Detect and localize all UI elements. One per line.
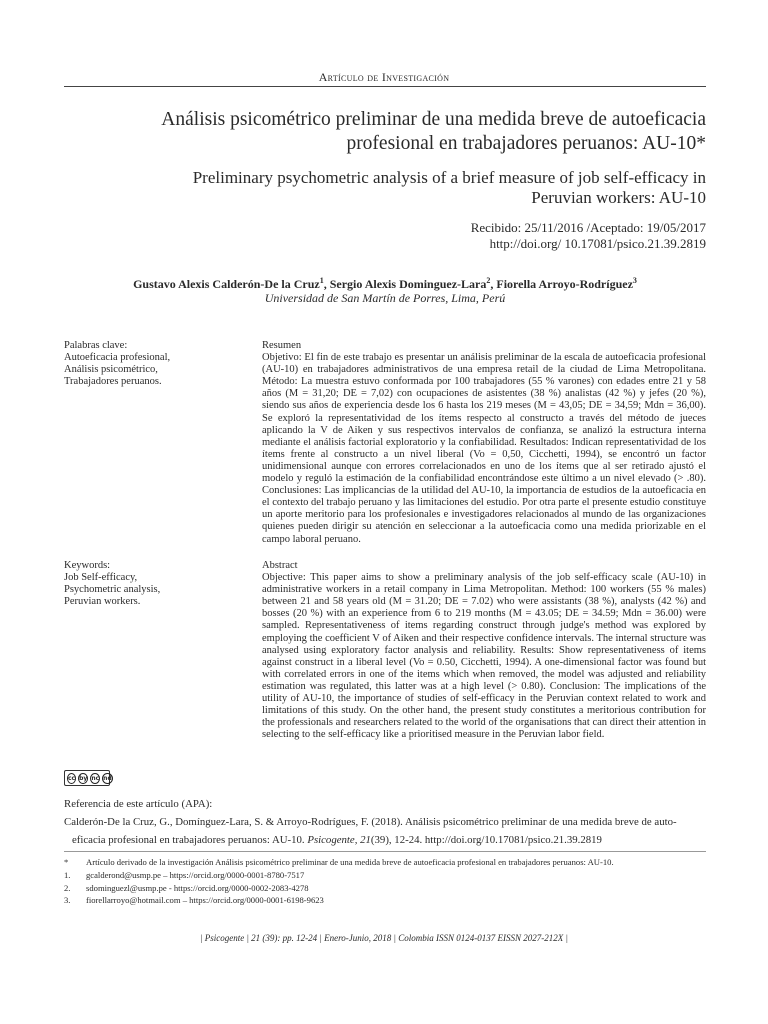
nc-icon: nc: [91, 774, 100, 782]
keywords-heading: Palabras clave:: [64, 340, 128, 351]
reference-pre: eficacia profesional en trabajadores peruanos: AU-10.: [72, 834, 308, 846]
affiliation: Universidad de San Martín de Porres, Lima, Perú: [264, 291, 506, 305]
footnote-text: sdominguezl@usmp.pe - https://orcid.org/0000-0002-2083-4278: [86, 882, 309, 893]
keyword-item: Job Self-efficacy,: [64, 572, 138, 584]
nd-icon: nd: [103, 774, 112, 782]
keywords-es: [64, 340, 244, 388]
footnote-text: Artículo derivado de la investigación Análisis psicométrico preliminar de una medida breve de autoeficacia profesional en trabajadores peruanos: AU-10.: [86, 857, 614, 867]
author-name: Sergio Alexis Dominguez-Lara: [329, 277, 487, 291]
page-footer: | Psicogente | 21 (39): pp. 12-24 | Enero-Junio, 2018 | Colombia ISSN 0124-0137 EISSN 2027-212X |: [200, 933, 568, 943]
received-accepted: Recibido: 25/11/2016 /Aceptado: 19/05/2017: [470, 220, 706, 235]
keyword-item: Psychometric analysis,: [64, 584, 161, 596]
abstract-block: [262, 560, 706, 741]
author-list: Gustavo Alexis Calderón-De la Cruz$^1$, Sergio Alexis Dominguez-Lara$^2$, Fiorella Arroyo-Rodríguez$^3$: [133, 276, 637, 291]
reference-journal: Psicogente, 21: [307, 834, 371, 846]
resumen-block: [262, 340, 706, 546]
footnote-rule: [64, 851, 706, 852]
author-sup: 3: [632, 276, 637, 285]
abstract-heading: Abstract: [262, 560, 298, 571]
author-name: Fiorella Arroyo-Rodríguez: [496, 277, 633, 291]
dates-block: [300, 220, 706, 252]
footnote-mark: 3.: [64, 895, 71, 906]
reference-post: (39), 12-24. http://doi.org/10.17081/psico.21.39.2819: [370, 834, 602, 846]
resumen-text: Objetivo: El fin de este trabajo es presentar un análisis preliminar de la escala de autoeficacia profesional (AU-10) en trabajadores administrativos de una empresa retail de la ciudad de Lima Metropolitana. Método: La muestra estuvo conformada por 100 trabajadores (55 % varones) con edades entre 21 y 58 años (M = 31,20; DE = 7,02) con ocupaciones de asistentes (38 %) analistas (42 %) y jefes (20 %), siendo sus años de experiencia desde los 6 hasta los 219 meses (M = 43,05; DE = 34,59; Mdn = 36,00). Se exploró la representatividad de los ítems respecto al constructo a través del método de jueces aplicando la V de Aiken y sus respectivos intervalos de confianza, se analizó la estructura interna mediante el análisis factorial exploratorio y la confiabilidad. Resultados: Indican representatividad de los ítems frente al constructo a un nivel liberal (Vo = 0,50, Cicchetti, 1994), se encontró un factor unidimensional aunque con errores correlacionados en uno de los ítems que al ser retirado ajustó el modelo y reguló la estimación de la confiabilidad encontrándose este último a un nivel elevado (> .80). Conclusiones: Las implicancias de la utilidad del AU-10, la importancia de estudios de la autoeficacia en el contexto del trabajo peruano y las limitaciones del estudio. Por otra parte el presente estudio constituye un aporte meritorio para los profesionales e investigadores relacionados al mundo de las organizaciones quienes pueden dirigir su atención en seleccionar a la autoeficacia como una medida priorizable en el campo laboral peruano.: [262, 352, 706, 545]
abstract-text: Objective: This paper aims to show a preliminary analysis of the job self-efficacy scale (AU-10) in administrative workers in a retail company in Lima Metropolitan. Method: 100 workers (55 % males) between 21 and 58 years old (M = 31.20; DE = 7.02) who were assistants (38 %), analysts (42 %) and bosses (20 %) with an experience from 6 to 219 months (M = 43.05; DE = 34.59; Mdn = 36.00) were sampled. Representativeness of items regarding construct through judge's method was explored by employing the coefficient V of Aiken and their respective confidence intervals. The internal structure was analysed using exploratory factor analysis and reliability. Results: Show representativeness of items against construct in a liberal level (Vo = 0.50, Cicchetti, 1994). A one-dimensional factor was found but with correlated errors in one of the items which when removed, the model was adjusted and reliability estimation was regulated, this latter was at a high level (> 0.80). Conclusion: The implications of the utility of AU-10, the importance of studies of self-efficacy in the Peruvian context related to work and limitations of this study. On the other hand, the present study constitutes a meritorious contribution for the professionals and researchers related to the world of the organisations that can direct their attention in selecting to the self-efficacy like a prioritised measure in the Peruvian labor field.: [262, 572, 706, 741]
keyword-item: Peruvian workers.: [64, 596, 141, 608]
keywords-en: [64, 560, 244, 608]
keywords-heading: Keywords:: [64, 560, 111, 571]
author-sup: 1: [319, 276, 324, 285]
footnote-mark: *: [64, 857, 69, 867]
footnote: [64, 894, 706, 907]
author-name: Gustavo Alexis Calderón-De la Cruz: [133, 277, 320, 291]
title-spanish: Análisis psicométrico preliminar de una medida breve de autoeficacia profesional en trabajadores peruanos: AU-10*: [161, 109, 706, 154]
footnote: [64, 882, 706, 895]
footnote-text: fiorellarroyo@hotmail.com – https://orcid.org/0000-0001-6198-9623: [86, 895, 324, 906]
doi-link[interactable]: http://doi.org/ 10.17081/psico.21.39.2819: [489, 236, 706, 251]
section-label: Artículo de Investigación: [318, 70, 450, 84]
by-icon: by: [79, 774, 88, 782]
reference-label: Referencia de este artículo (APA):: [64, 798, 213, 810]
header-rule: [64, 86, 706, 87]
keyword-item: Análisis psicométrico,: [64, 364, 158, 376]
keyword-item: Autoeficacia profesional,: [64, 352, 171, 364]
footnote-text: gcalderond@usmp.pe – https://orcid.org/0000-0001-8780-7517: [86, 869, 305, 880]
footnote-mark: 2.: [64, 882, 71, 893]
resumen-heading: Resumen: [262, 340, 302, 351]
reference-line-1: Calderón-De la Cruz, G., Domínguez-Lara, S. & Arroyo-Rodrígues, F. (2018). Análisis psicométrico preliminar de una medida breve de auto-: [64, 816, 677, 828]
keyword-item: Trabajadores peruanos.: [64, 376, 162, 388]
footnote: [64, 869, 706, 882]
author-sup: 2: [486, 276, 491, 285]
cc-icon: cc: [68, 774, 76, 782]
creative-commons-license-icon[interactable]: [64, 770, 110, 786]
reference-line-2: [64, 831, 706, 849]
footnotes: [64, 856, 706, 907]
footnote-mark: 1.: [64, 869, 71, 880]
reference-citation: [64, 813, 706, 849]
footnote: [64, 856, 706, 869]
title-english: Preliminary psychometric analysis of a brief measure of job self-efficacy in Peruvian workers: AU-10: [192, 168, 706, 207]
